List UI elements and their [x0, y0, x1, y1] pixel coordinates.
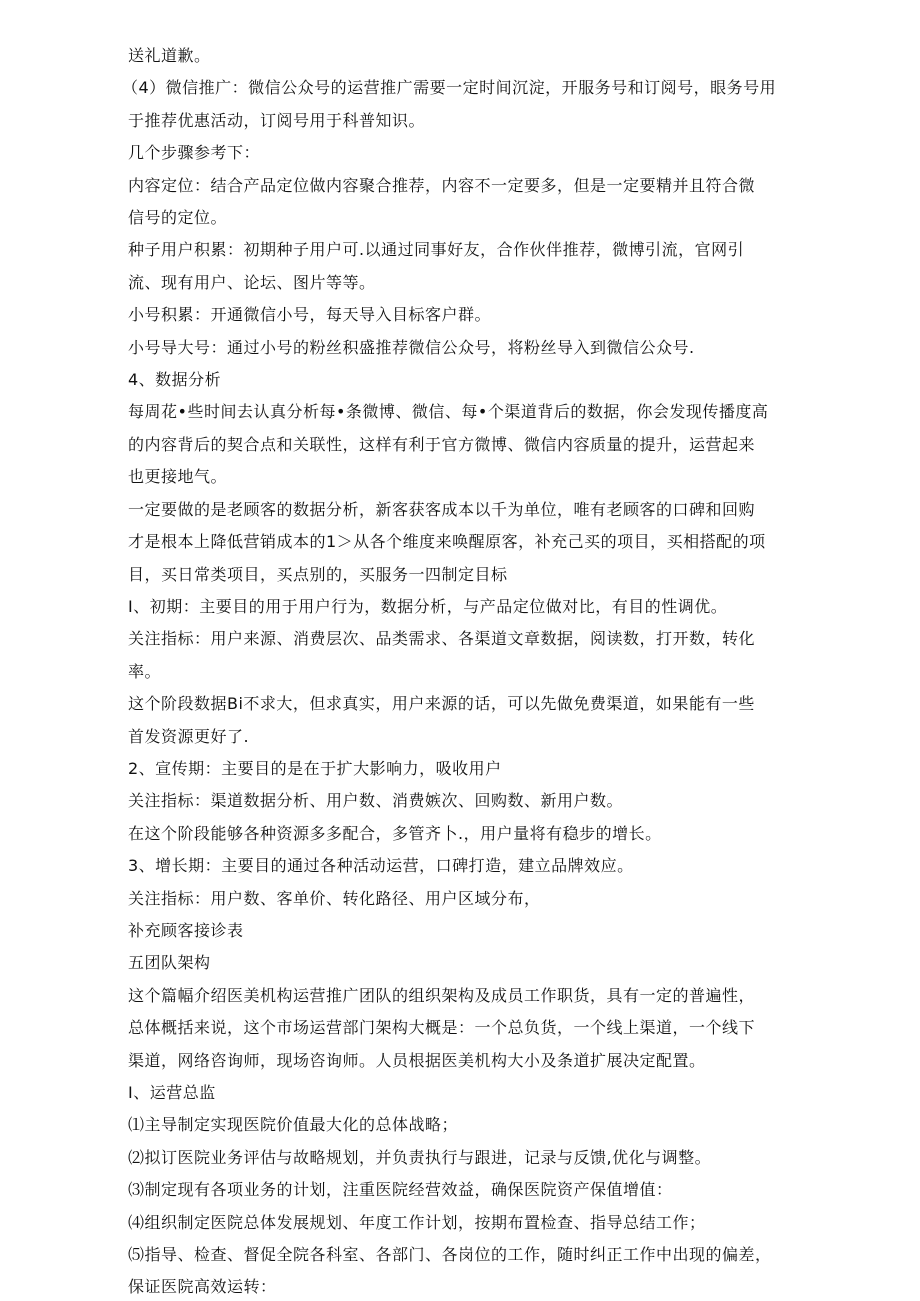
section-heading: 五团队架构	[128, 953, 211, 973]
text-line: 一定要做的是老顾客的数据分析，新客获客成本以千为单位，唯有老顾客的口碑和回购	[128, 499, 756, 519]
text-line: 关注指标：用户数、客单价、转化路径、用户区域分布，	[128, 888, 541, 908]
text-line: 才是根本上降低营销成本的1＞从各个维度来唤醒原客，补充己买的项目，买相搭配的项	[128, 532, 766, 552]
text-line: 小号积累：开通微信小号，每天导入目标客户群。	[128, 305, 492, 325]
text-line: 保证医院高效运转：	[128, 1277, 277, 1297]
text-line: 首发资源更好了.	[128, 726, 250, 746]
text-line: 目，买日常类项目，买点别的，买服务一四制定目标	[128, 564, 508, 584]
text-line: 送礼道歉。	[128, 46, 211, 65]
text-line: 也更接地气。	[128, 467, 228, 487]
text-line: 几个步骤参考下：	[128, 143, 261, 163]
text-line: 小号导大号：通过小号的粉丝积盛推荐微信公众号，将粉丝导入到微信公众号.	[128, 337, 695, 357]
text-line: 的内容背后的契合点和关联性，这样有利于官方微博、微信内容质量的提升，运营起来	[128, 434, 756, 454]
text-line: 于推荐优惠活动，订阅号用于科普知识。	[128, 110, 426, 130]
text-line: 流、现有用户、论坛、图片等等。	[128, 272, 376, 292]
text-line: 补充顾客接诊表	[128, 920, 244, 940]
list-item: ⑴主导制定实现医院价值最大化的总体战略；	[128, 1115, 459, 1135]
text-line: 信号的定位。	[128, 208, 228, 228]
text-line: 关注指标：用户来源、消费层次、品类需求、各渠道文章数据，阅读数，打开数，转化	[128, 629, 756, 649]
document-body	[122, 40, 798, 1301]
text-line: 内容定位：结合产品定位做内容聚合推荐，内容不一定要多，但是一定要精并且符合微	[128, 175, 756, 195]
text-line: 每周花•些时间去认真分析每•条微博、微信、每•个渠道背后的数据，你会发现传播度高	[128, 402, 769, 422]
text-line: 这个篇幅介绍医美机构运营推广团队的组织架构及成员工作职货，具有一定的普遍性，	[128, 985, 756, 1005]
list-item: ⑵拟订医院业务评估与故略规划，并负责执行与跟进，记录与反馈,优化与调整。	[128, 1147, 712, 1167]
list-item: ⑸指导、检查、督促全院各科室、各部门、各岗位的工作，随时纠正工作中出现的偏差，	[128, 1245, 772, 1265]
text-line: 这个阶段数据Bi不求大，但求真实，用户来源的话，可以先做免费渠道，如果能有一些	[128, 694, 755, 714]
text-line: I、初期：主要目的用于用户行为，数据分析，与产品定位做对比，有目的性调优。	[128, 596, 728, 616]
text-line: 在这个阶段能够各种资源多多配合，多管齐卜.，用户量将有稳步的增长。	[128, 823, 662, 843]
text-line: 总体概括来说，这个市场运营部门架构大概是：一个总负货，一个线上渠道，一个线下	[128, 1018, 756, 1038]
text-line: 关注指标：渠道数据分析、用户数、消费嫉次、回购数、新用户数。	[128, 791, 624, 811]
list-item: ⑷组织制定医院总体发展规划、年度工作计划，按期布置检查、指导总结工作；	[128, 1212, 706, 1232]
text-line: 种子用户积累：初期种子用户可.以通过同事好友，合作伙伴推荐，微博引流，官网引	[128, 240, 745, 260]
section-heading: 4、数据分析	[128, 370, 222, 390]
text-line: 2、宣传期：主要目的是在于扩大影响力，吸收用户	[128, 758, 502, 778]
text-line: 3、增长期：主要目的通过各种活动运营，口碑打造，建立品牌效应。	[128, 856, 634, 876]
text-line: 渠道，网络咨询师，现场咨询师。人员根据医美机构大小及条道扩展决定配置。	[128, 1050, 706, 1070]
subsection-heading: I、运营总监	[128, 1083, 216, 1102]
text-line: 率。	[128, 661, 162, 681]
list-item: ⑶制定现有各项业务的计划，注重医院经营效益，确保医院资产保值增值：	[128, 1180, 673, 1200]
text-line: （4）微信推广：微信公众号的运营推广需要一定时间沉淀，开服务号和订阅号，眼务号用	[122, 78, 777, 98]
